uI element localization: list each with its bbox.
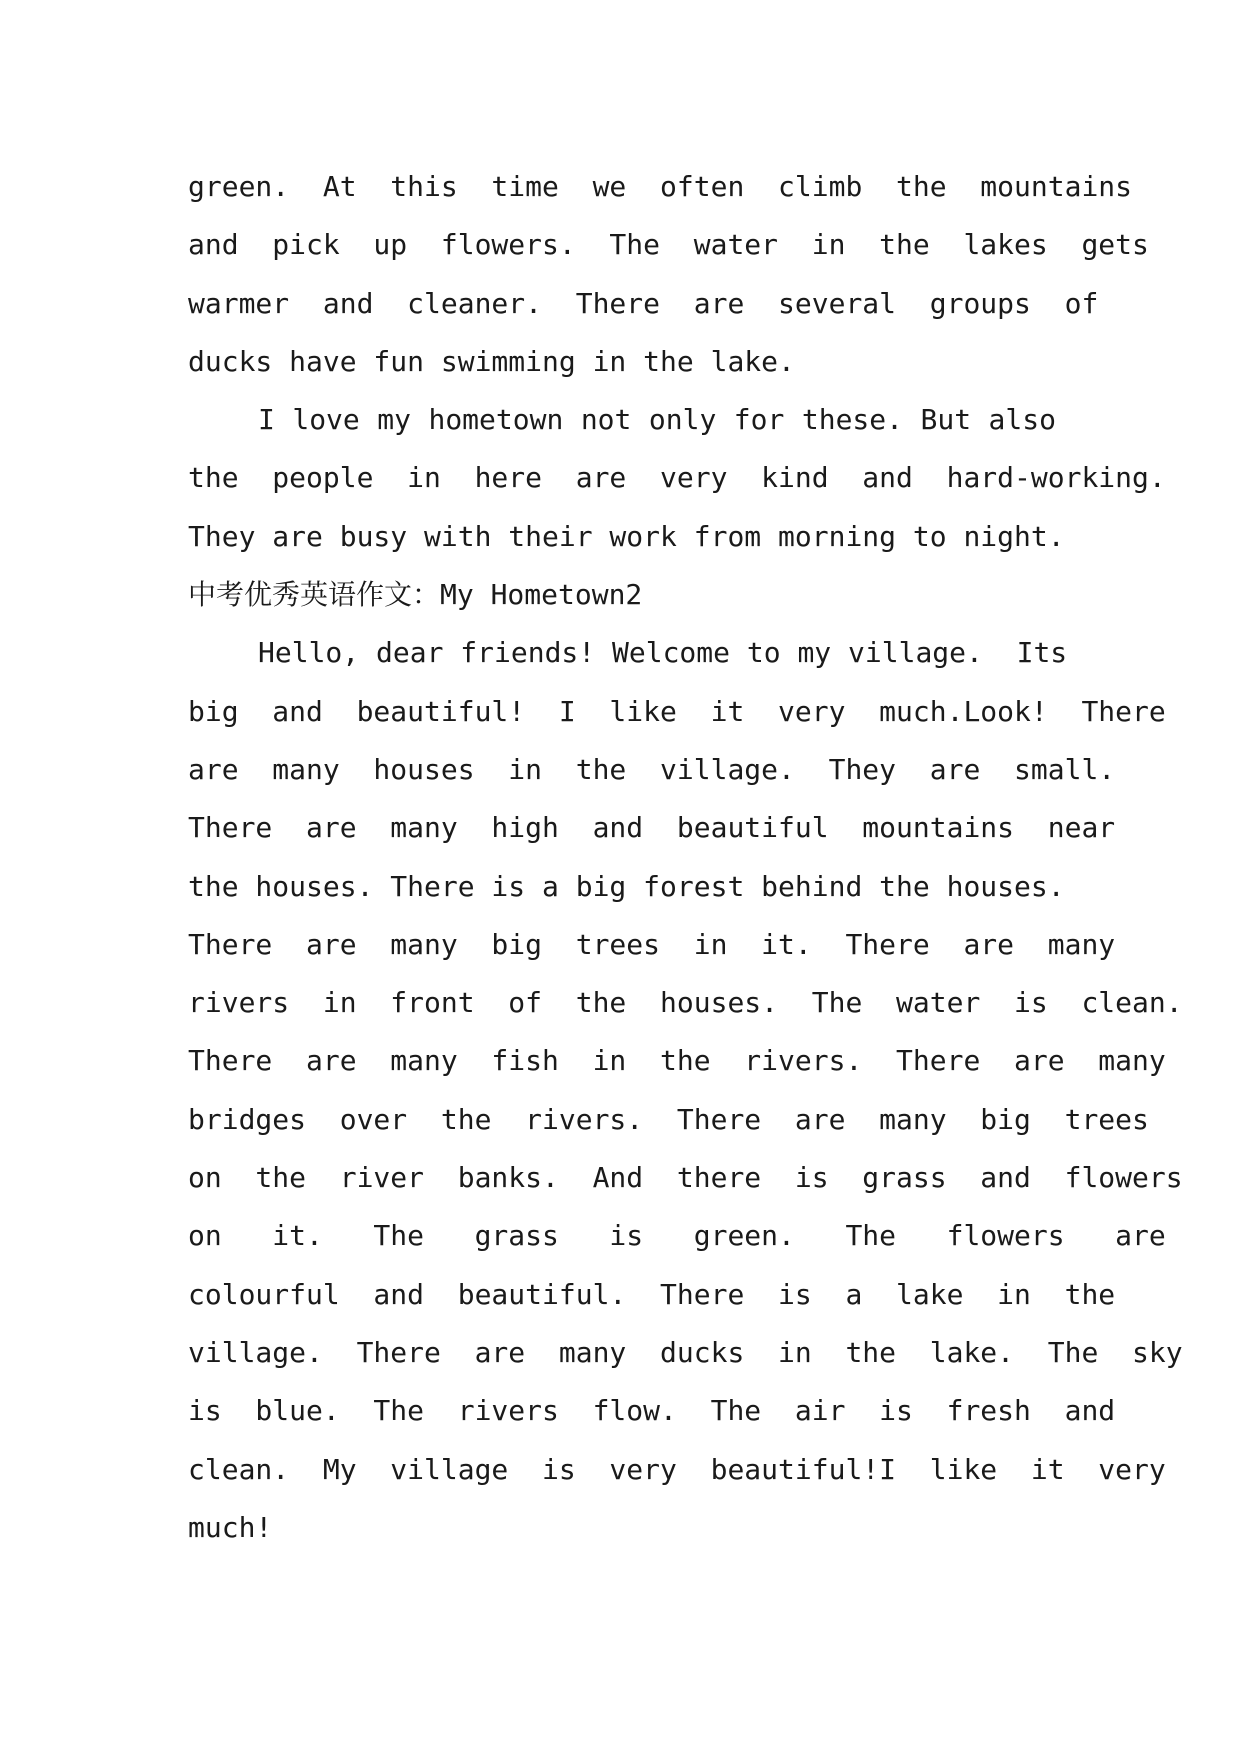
paragraph-line: clean. My village is very beautiful!I like it very [188, 1452, 1166, 1486]
paragraph-line: rivers in front of the houses. The water is clean. [188, 986, 1183, 1020]
paragraph-line: big and beautiful! I like it very much.Look! There [188, 694, 1166, 728]
paragraph-line: Hello, dear friends! Welcome to my village. Its [258, 636, 1068, 670]
essay-heading: 中考优秀英语作文：My Hometown2 [188, 578, 643, 612]
paragraph-line: is blue. The rivers flow. The air is fresh and [188, 1394, 1116, 1428]
paragraph-line: much! [188, 1510, 273, 1544]
paragraph-line: warmer and cleaner. There are several groups of [188, 286, 1099, 320]
paragraph-line: There are many big trees in it. There are many [188, 927, 1116, 961]
paragraph-line: the houses. There is a big forest behind the houses. [188, 869, 1065, 903]
paragraph-line: bridges over the rivers. There are many big trees [188, 1102, 1149, 1136]
paragraph-line: and pick up flowers. The water in the lakes gets [188, 228, 1149, 262]
paragraph-line: on it. The grass is green. The flowers are [188, 1219, 1166, 1253]
paragraph-line: There are many fish in the rivers. There are many [188, 1044, 1166, 1078]
paragraph-line: on the river banks. And there is grass and flowers [188, 1161, 1183, 1195]
paragraph-line: colourful and beautiful. There is a lake in the [188, 1277, 1116, 1311]
paragraph-line: are many houses in the village. They are small. [188, 752, 1116, 786]
paragraph-line: green. At this time we often climb the mountains [188, 170, 1133, 203]
paragraph-line: ducks have fun swimming in the lake. [188, 344, 795, 378]
paragraph-line: They are busy with their work from morning to night. [188, 519, 1065, 553]
paragraph-line: village. There are many ducks in the lake. The sky [188, 1335, 1183, 1369]
document-body [188, 158, 1183, 1557]
paragraph-line: There are many high and beautiful mountains near [188, 811, 1116, 845]
paragraph-line: I love my hometown not only for these. But also [258, 403, 1056, 437]
paragraph-line: the people in here are very kind and hard-working. [188, 461, 1166, 495]
